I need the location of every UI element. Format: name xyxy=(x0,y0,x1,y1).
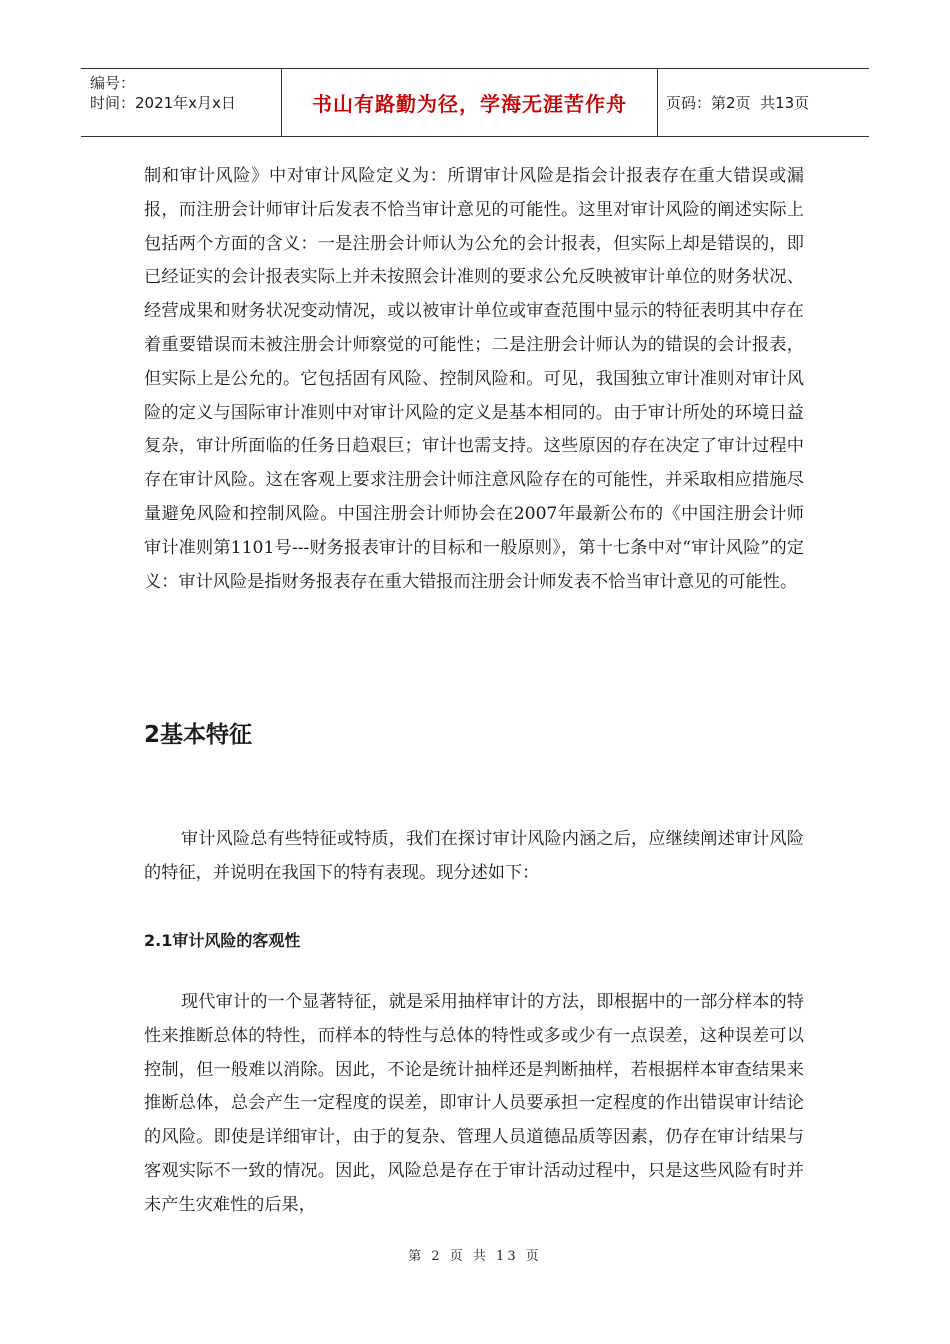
header-page-cell xyxy=(658,69,869,136)
page-footer: 第 2 页 共 13 页 xyxy=(408,1249,542,1264)
header-meta-cell xyxy=(81,69,282,136)
body-paragraph: 现代审计的一个显著特征，就是采用抽样审计的方法，即根据中的一部分样本的特性来推断总体的特性，而样本的特性与总体的特性或多或少有一点误差，这种误差可以控制，但一般难以消除。因此，不论是统计抽样还是判断抽样，若根据样本审查结果来推断总体，总会产生一定程度的误差，即审计人员要承担一定程度的作出错误审计结论的风险。即使是详细审计，由于的复杂、管理人员道德品质等因素，仍存在审计结果与客观实际不一致的情况。因此，风险总是存在于审计活动过程中，只是这些风险有时并未产生灾难性的后果， xyxy=(144,992,804,1215)
body-paragraph: 审计风险总有些特征或特质，我们在探讨审计风险内涵之后，应继续阐述审计风险的特征，并说明在我国下的特有表现。现分述如下： xyxy=(144,829,804,883)
body-paragraph: 制和审计风险》中对审计风险定义为：所谓审计风险是指会计报表存在重大错误或漏报，而注册会计师审计后发表不恰当审计意见的可能性。这里对审计风险的阐述实际上包括两个方面的含义：一是注册会计师认为公允的会计报表，但实际上却是错误的，即已经证实的会计报表实际上并未按照会计准则的要求公允反映被审计单位的财务状况、经营成果和财务状况变动情况，或以被审计单位或审查范围中显示的特征表明其中存在着重要错误而未被注册会计师察觉的可能性；二是注册会计师认为的错误的会计报表，但实际上是公允的。它包括固有风险、控制风险和。可见，我国独立审计准则对审计风险的定义与国际审计准则中对审计风险的定义是基本相同的。由于审计所处的环境日益复杂，审计所面临的任务日趋艰巨；审计也需支持。这些原因的存在决定了审计过程中存在审计风险。这在客观上要求注册会计师注意风险存在的可能性，并采取相应措施尽量避免风险和控制风险。中国注册会计师协会在2007年最新公布的《中国注册会计师审计准则第1101号---财务报表审计的目标和一般原则》，第十七条中对“审计风险”的定义：审计风险是指财务报表存在重大错报而注册会计师发表不恰当审计意见的可能性。 xyxy=(144,166,804,592)
subsection-heading: 2.1审计风险的客观性 xyxy=(144,931,301,950)
body-section-3 xyxy=(144,986,804,1223)
header-motto: 书山有路勤为径，学海无涯苦作舟 xyxy=(282,69,658,136)
header-page-label: 页码：第2页 共13页 xyxy=(666,94,810,112)
document-date-label: 时间：2021年x月x日 xyxy=(90,94,236,112)
body-section-2 xyxy=(144,823,804,891)
header-table xyxy=(81,68,869,137)
body-section-1 xyxy=(144,160,804,599)
section-heading: 2基本特征 xyxy=(144,722,253,748)
document-number-label: 编号： xyxy=(90,74,136,92)
